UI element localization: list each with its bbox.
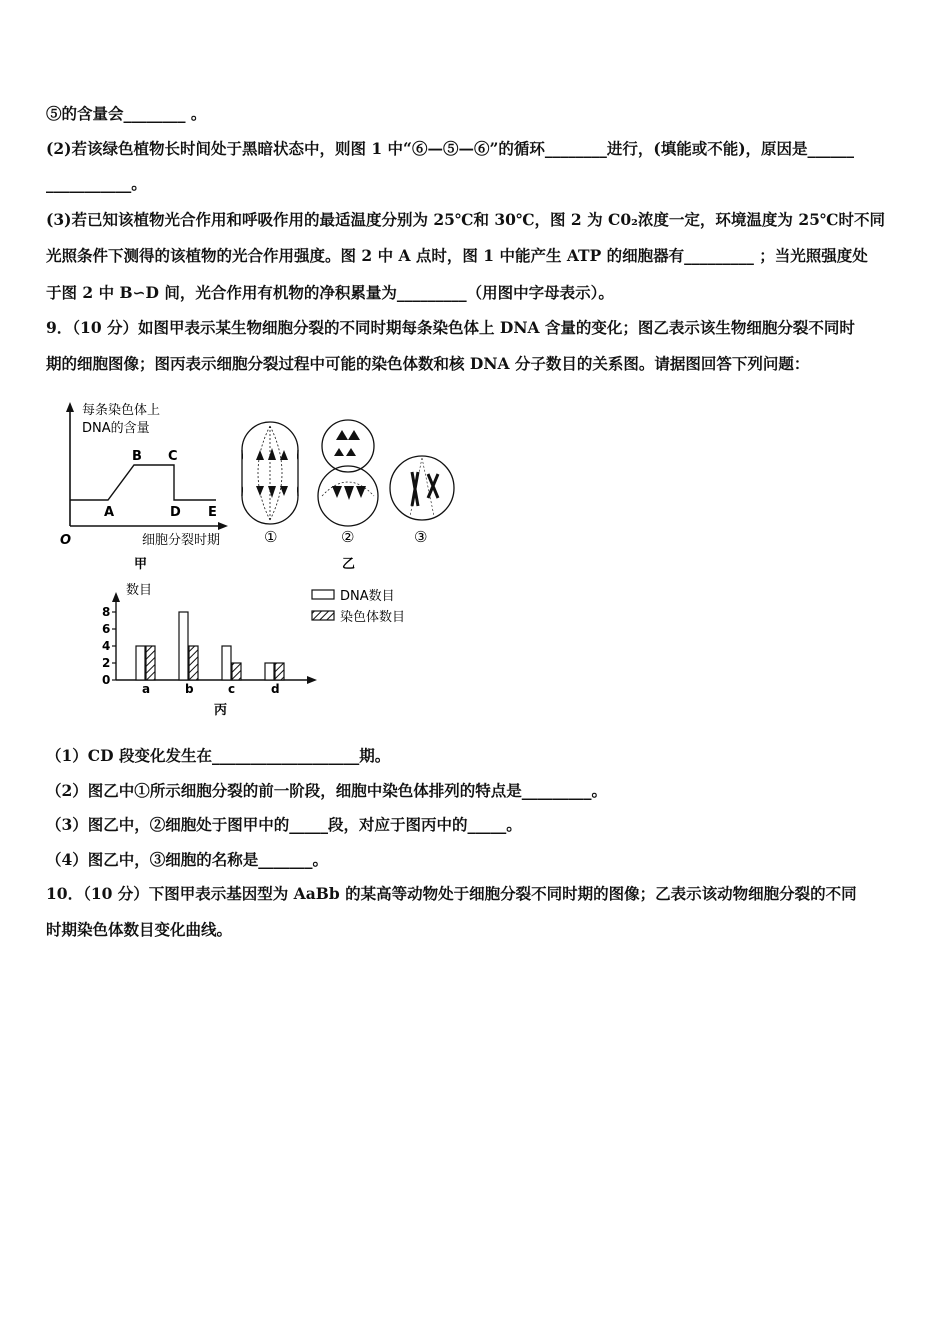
q8-line-5: 光照条件下测得的该植物的光合作用强度。图 2 中 A 点时，图 1 中能产生 ATP 的细胞器有_________ ；当光照强度处 xyxy=(46,246,868,265)
y-tick-label: 6 xyxy=(102,622,111,636)
bing-x-arrow xyxy=(307,676,317,684)
x-tick-label: d xyxy=(271,682,280,696)
jia-caption: 甲 xyxy=(134,557,148,572)
q9-figure xyxy=(56,388,486,728)
q9-sub-1: （1）CD 段变化发生在___________________期。 xyxy=(46,746,391,765)
jia-y-arrow xyxy=(66,402,74,412)
cell-1-icon xyxy=(242,422,298,546)
bar-chromosome xyxy=(189,646,198,680)
bar-chromosome xyxy=(232,663,241,680)
jia-xlabel: 细胞分裂时期 xyxy=(142,533,221,548)
jia-point-e: E xyxy=(208,505,217,520)
bing-caption: 丙 xyxy=(214,703,228,718)
jia-point-b: B xyxy=(132,449,142,464)
yi-caption: 乙 xyxy=(342,557,356,572)
y-tick-label: 0 xyxy=(102,673,111,687)
jia-curve xyxy=(70,465,216,500)
y-tick-label: 2 xyxy=(102,656,111,670)
y-tick-label: 8 xyxy=(102,605,111,619)
legend-dna-swatch xyxy=(312,590,334,599)
legend-chromosome-swatch xyxy=(312,611,334,620)
jia-ylabel-1: 每条染色体上 xyxy=(82,403,161,418)
bing-y-arrow xyxy=(112,592,120,602)
bar-chromosome xyxy=(275,663,284,680)
bar-dna xyxy=(136,646,145,680)
y-tick-label: 4 xyxy=(102,639,111,653)
graph-bing xyxy=(102,582,405,718)
q10-line-2: 时期染色体数目变化曲线。 xyxy=(46,920,233,939)
bar-chromosome xyxy=(146,646,155,680)
q8-line-4: (3)若已知该植物光合作用和呼吸作用的最适温度分别为 25℃和 30℃，图 2 为 C0₂浓度一定，环境温度为 25℃时不同 xyxy=(46,210,885,229)
jia-ylabel-2: DNA的含量 xyxy=(82,421,150,436)
q9-sub-2: （2）图乙中①所示细胞分裂的前一阶段，细胞中染色体排列的特点是_________。 xyxy=(46,781,608,800)
cell-2-icon xyxy=(318,420,378,546)
bar-dna xyxy=(222,646,231,680)
x-tick-label: b xyxy=(185,682,194,696)
cell-2-label: ② xyxy=(341,528,355,546)
jia-point-c: C xyxy=(168,449,178,464)
q8-line-1: ⑤的含量会________ 。 xyxy=(46,104,207,123)
q9-line-1: 9．（10 分）如图甲表示某生物细胞分裂的不同时期每条染色体上 DNA 含量的变化；图乙表示该生物细胞分裂不同时 xyxy=(46,318,855,337)
cell-1-label: ① xyxy=(264,528,278,546)
graph-yi xyxy=(242,420,454,572)
q8-line-6: 于图 2 中 B∽D 间，光合作用有机物的净积累量为_________（用图中字母表示）。 xyxy=(46,283,614,302)
jia-point-a: A xyxy=(104,505,115,520)
q8-line-3: ___________。 xyxy=(46,174,147,193)
legend-dna-label: DNA数目 xyxy=(340,589,395,604)
q9-sub-4: （4）图乙中，③细胞的名称是_______。 xyxy=(46,850,329,869)
bar-dna xyxy=(179,612,188,680)
graph-jia xyxy=(60,402,228,572)
q9-sub-3: （3）图乙中，②细胞处于图甲中的_____段，对应于图丙中的_____。 xyxy=(46,815,522,834)
jia-x-arrow xyxy=(218,522,228,530)
q9-figure-svg xyxy=(56,388,486,728)
legend-chromosome-label: 染色体数目 xyxy=(340,610,406,625)
q10-line-1: 10．（10 分）下图甲表示基因型为 AaBb 的某高等动物处于细胞分裂不同时期的图像；乙表示该动物细胞分裂的不同 xyxy=(46,884,857,903)
cell-3-icon xyxy=(390,456,454,546)
cell-3-label: ③ xyxy=(414,528,428,546)
q8-line-2: (2)若该绿色植物长时间处于黑暗状态中，则图 1 中“⑥—⑤—⑥”的循环________进行，(填能或不能)，原因是______ xyxy=(46,139,855,158)
bar-dna xyxy=(265,663,274,680)
x-tick-label: a xyxy=(142,682,151,696)
x-tick-label: c xyxy=(228,682,236,696)
jia-point-d: D xyxy=(170,505,181,520)
bing-ylabel: 数目 xyxy=(126,583,153,598)
q9-line-2: 期的细胞图像；图丙表示细胞分裂过程中可能的染色体数和核 DNA 分子数目的关系图。请据图回答下列问题： xyxy=(46,354,810,373)
jia-origin: O xyxy=(60,533,72,548)
